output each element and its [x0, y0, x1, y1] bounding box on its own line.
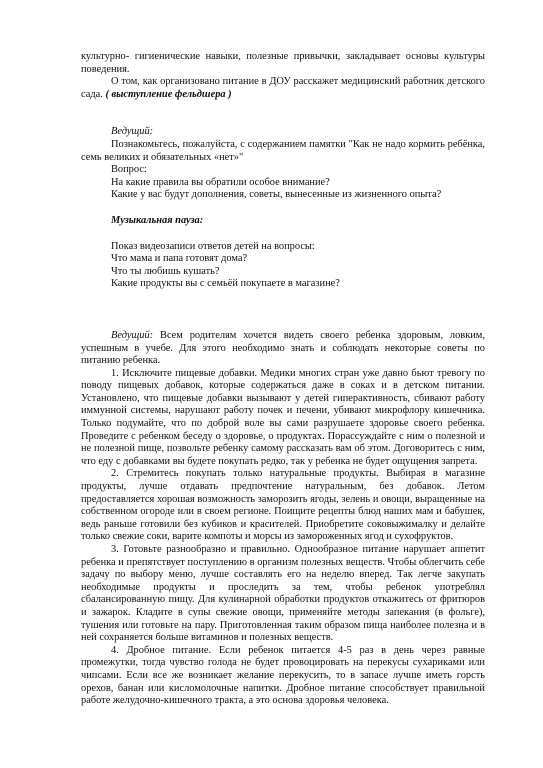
feldsher-note: ( выступление фельдшера )	[105, 88, 232, 100]
medical-worker-paragraph	[81, 76, 485, 101]
question-label: Вопрос:	[111, 164, 147, 176]
tip-3: 3. Готовьте разнообразно и правильно. Однообразное питание нарушает аппетит ребенка и препятствует поступлению в организм полезных веществ. Чтобы облегчить себе задачу по выбору меню, лучше составлять его на неделю вперед. Так легче закупать необходимые продукты и проследить за тем, чтобы ребенок употреблял сбалансированную пищу. Для кулинарной обработки продуктов откажитесь от фритюров и зажарок. Кладите в супы свежие овощи, применяйте методы запекания (в фольге), тушения или готовьте на пару. Приготовленная таким образом пища наиболее полезна и в ней сохраняется больше витаминов и полезных веществ.	[81, 544, 485, 644]
leader-paragraph-2	[81, 330, 485, 368]
video-question-2: Что ты любишь кушать?	[111, 265, 220, 277]
question-1: На какие правила вы обратили особое внимание?	[111, 176, 330, 188]
music-pause-heading: Музыкальная пауза:	[111, 214, 204, 226]
tip-2: 2. Стремитесь покупать только натуральные продукты. Выбирая в магазине продукты, лучше отдавать предпочтение натуральным, без добавок. Летом предоставляется хорошая возможность заморозить ягоды, зелень и овощи, выращенные на собственном огороде или в своем регионе. Поищите рецепты блюд наших мам и бабушек, ведь раньше готовили без кубиков и красителей. Приобретите соковыжималку и делайте только свежие соки, варите компоты и морсы из замороженных ягод и сухофруктов.	[81, 468, 485, 543]
tip-4: 4. Дробное питание. Если ребенок питается 4-5 раз в день через равные промежутки, тогда чувство голода не будет провоцировать на перекусы сухариками или чипсами. Если все же возникает желание перекусить, то в запасе лучше иметь горсть орехов, банан или кисломолочные напитки. Дробное питание способствует правильной работе желудочно-кишечного тракта, а это основа здоровья человека.	[81, 644, 485, 707]
video-question-3: Какие продукты вы с семьёй покупаете в магазине?	[111, 278, 340, 290]
intro-paragraph: культурно- гигиенические навыки, полезные привычки, закладывает основы культуры поведения.	[81, 51, 485, 75]
tip-1: 1. Исключите пищевые добавки. Медики многих стран уже давно бьют тревогу по поводу пищевых добавок, которые содержаться даже в соках и в детском питании. Установлено, что пищевые добавки вызывают у детей гиперактивность, сбивают работу иммунной системы, нарушают работу почек и печени, убивают микрофлору кишечника. Только подумайте, что по доброй воле вы сами разрушаете здоровье своего ребенка. Проведите с ребенком беседу о здоровье, о продуктах. Порассуждайте с ним о полезной и не полезной пище, позвольте ребенку самому рассказать вам об этом. Договоритесь с ним, что еду с добавками вы будете покупать редко, так у ребенка не будет ощущения запрета.	[81, 367, 485, 467]
medical-worker-text: О том, как организовано питание в ДОУ расскажет медицинский работник детского сада.	[81, 76, 485, 100]
question-2: Какие у вас будут дополнения, советы, вынесенные из жизненного опыта?	[111, 189, 442, 201]
leader-label-2: Ведущий:	[111, 329, 154, 341]
video-question-1: Что мама и папа готовят дома?	[111, 253, 248, 265]
video-intro: Показ видеозаписи ответов детей на вопросы:	[111, 240, 315, 252]
document-body	[81, 51, 485, 708]
leader-label-1: Ведущий:	[111, 126, 154, 138]
memo-paragraph: Познакомьтесь, пожалуйста, с содержанием памятки "Как не надо кормить ребёнка, семь великих и обязательных «нет»"	[81, 138, 485, 163]
leader-text-2: Всем родителям хочется видеть своего ребенка здоровым, ловким, успешным в учебе. Для этого необходимо знать и соблюдать некоторые советы по питанию ребенка.	[81, 329, 485, 367]
